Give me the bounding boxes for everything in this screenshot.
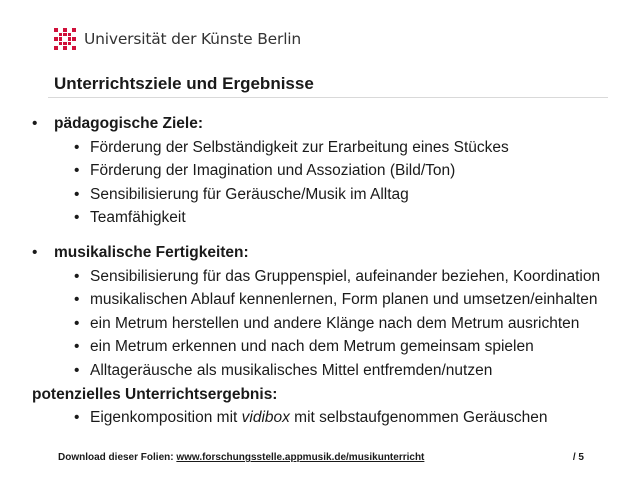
title-divider: [48, 97, 608, 98]
section-heading: • pädagogische Ziele:: [32, 115, 204, 132]
list-item: • ein Metrum herstellen und andere Klänge nach dem Metrum ausrichten: [74, 314, 580, 332]
list-item: • Teamfähigkeit: [74, 209, 186, 227]
download-link[interactable]: www.forschungsstelle.appmusik.de/musikunterricht: [176, 452, 425, 463]
result-heading: potenzielles Unterrichtsergebnis:: [32, 385, 278, 403]
list-item: • Alltageräusche als musikalisches Mittel entfremden/nutzen: [74, 361, 493, 379]
page-number: / 5: [572, 452, 584, 463]
list-item: • Sensibilisierung für Geräusche/Musik im Alltag: [74, 185, 409, 203]
bullet: •: [32, 115, 38, 132]
university-logo: [54, 28, 301, 50]
footer-label: Download dieser Folien:: [58, 452, 174, 463]
section-heading: • musikalische Fertigkeiten:: [32, 244, 249, 261]
list-item: • Sensibilisierung für das Gruppenspiel, aufeinander beziehen, Koordination: [74, 267, 601, 285]
udk-logo-icon: [54, 28, 76, 50]
result-item: • Eigenkomposition mit vidibox mit selbstaufgenommen Geräuschen: [74, 409, 548, 427]
list-item: • Förderung der Selbständigkeit zur Erarbeitung eines Stückes: [74, 138, 509, 156]
list-item: • ein Metrum erkennen und nach dem Metrum gemeinsam spielen: [74, 338, 534, 356]
slide-content: [32, 112, 632, 430]
list-item: • musikalischen Ablauf kennenlernen, Form planen und umsetzen/einhalten: [74, 291, 598, 309]
footer: [58, 452, 424, 463]
slide-title: Unterrichtsziele und Ergebnisse: [54, 74, 314, 93]
list-item: • Förderung der Imagination und Assoziation (Bild/Ton): [74, 162, 456, 180]
bullet: •: [32, 244, 38, 261]
institution-name: Universität der Künste Berlin: [84, 30, 302, 48]
